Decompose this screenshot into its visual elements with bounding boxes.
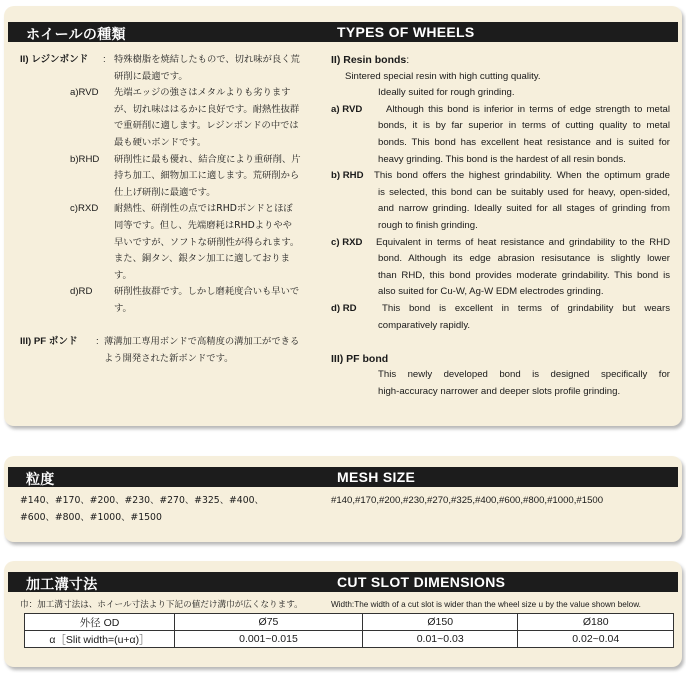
table-header-cell: Ø150 [362,614,518,631]
jp-resin-desc-1: 特殊樹脂を焼結したもので、切れ味が良く荒 [114,54,300,65]
jp-rhd-line: 仕上げ研削に最適です。 [114,186,216,198]
en-rvd-line: bonds. This bond has excellent heat resistance and is suited for [378,137,670,148]
table-row [25,631,674,648]
cut-jp-title: 加工溝寸法 [26,576,98,592]
jp-rhd-line: 持ち加工、細物加工に適します。荒研削から [114,170,300,182]
en-rvd-line: Although this bond is inferior in terms of edge strength to metal [386,103,670,115]
table-cell: 0.01~0.03 [362,631,518,648]
jp-rd-line: す。 [114,303,132,314]
en-resin-heading-group [331,52,409,69]
jp-resin-heading: II) レジンボンド [20,54,89,65]
en-rhd-line: rough to finish grinding. [378,220,478,231]
cut-slot-panel [4,561,682,667]
en-rhd-line: and narrow grinding. Ideally suited for all stages of grinding from [378,203,670,215]
en-pf-line: This newly developed bond is designed specifically for [378,369,670,381]
mesh-en-line: #140,#170,#200,#230,#270,#325,#400,#600,#800,#1000,#1500 [331,495,604,506]
table-header-cell: Ø75 [175,614,363,631]
jp-rhd-line: 研削性に最も優れ、結合度により重研削、片 [114,153,301,165]
en-pf-heading: III) PF bond [331,352,389,365]
mesh-header-bar [8,467,678,487]
en-rd-line: comparatively rapidly. [378,319,471,331]
jp-pf-desc-1: 薄溝加工専用ボンドで高精度の溝加工ができる [104,336,300,347]
en-resin-desc-2: Ideally suited for rough grinding. [378,87,515,99]
cut-en-note: Width:The width of a cut slot is wider than the wheel size u by the value shown below. [331,600,641,609]
cut-jp-note: 巾：加工溝寸法は、ホイール寸法より下記の値だけ溝巾が広くなります。 [20,600,303,610]
jp-resin-colon: : [103,54,106,65]
jp-rxd-line: 同等です。但し、先端磨耗はRHDよりやや [114,220,292,231]
jp-rxd-line: また、銅タン、銀タン加工に適しておりま [114,253,290,265]
en-resin-colon: : [406,54,410,66]
table-header-cell: Ø180 [518,614,674,631]
en-rxd-line: also suited for Cu-W, Ag-W EDM electrodes grinding. [378,286,604,298]
types-of-wheels-panel [4,6,682,426]
jp-rd-label: d)RD [70,286,93,298]
table-cell: 0.02~0.04 [518,631,674,648]
jp-rvd-line: 最も硬いボンドです。 [114,137,207,148]
jp-pf-colon: : [96,336,99,347]
jp-rvd-line: で重研削に適します。レジンボンドの中では [114,120,299,132]
mesh-jp-line-2: #600、#800、#1000、#1500 [20,512,162,523]
en-rxd-line: Equivalent in terms of heat resistance and grindability to the RHD [376,236,670,248]
jp-pf-heading: III) PF ボンド [20,336,78,347]
cut-slot-table [24,613,674,648]
jp-resin-desc-2: 研削に最適です。 [114,70,188,82]
en-rd-label: d) RD [331,303,357,314]
types-header-bar [8,22,678,42]
table-header-od: 外径 OD [25,614,175,631]
types-jp-title: ホイールの種類 [26,26,126,42]
en-rd-line: This bond is excellent in terms of grindability but wears [382,303,670,314]
en-rxd-label: c) RXD [331,236,363,248]
en-rxd-line: bond. Although its edge abrasion resisutance is slightly lower [378,253,670,265]
jp-rxd-line: 耐熱性、研削性の点ではRHDボンドとほぼ [114,203,293,215]
en-resin-heading: II) Resin bonds [331,54,407,66]
en-rhd-line: is selected, this bond can be suitably used for heavy, open-sided, [378,186,670,198]
cut-header-bar [8,572,678,592]
jp-rd-line: 研削性抜群です。しかし磨耗度合いも早いで [114,286,300,298]
en-pf-line: high-accuracy narrower and deeper slots profile grinding. [378,385,621,397]
table-row [25,614,674,631]
en-rhd-label: b) RHD [331,170,364,182]
table-row-label: α［Slit width=(u+α)］ [25,631,175,648]
mesh-en-title: MESH SIZE [337,469,416,485]
jp-rvd-line: 先端エッジの強さはメタルよりも劣ります [114,87,291,99]
table-cell: 0.001~0.015 [175,631,363,648]
en-rvd-line: heavy grinding. This bond is the hardest of all resin bonds. [378,153,626,165]
mesh-jp-line-1: #140、#170、#200、#230、#270、#325、#400、 [20,495,264,506]
en-rhd-line: This bond offers the highest grindability. When the optimum grade [374,170,670,182]
mesh-size-panel [4,456,682,542]
jp-rhd-label: b)RHD [70,153,100,165]
en-rvd-label: a) RVD [331,103,363,115]
cut-en-title: CUT SLOT DIMENSIONS [337,574,506,590]
en-rxd-line: than RHD, this bond provides moderate grindability. This bond is [378,269,670,281]
jp-rxd-label: c)RXD [70,203,99,215]
jp-pf-desc-2: よう開発された新ボンドです。 [104,352,234,364]
jp-rvd-label: a)RVD [70,87,99,99]
mesh-jp-title: 粒度 [26,471,55,487]
en-resin-desc-1: Sintered special resin with high cutting quality. [345,70,541,82]
jp-rxd-line: す。 [114,269,132,281]
jp-rxd-line: 早いですが、ソフトな研削性が得られます。 [114,236,300,248]
jp-rvd-line: が、切れ味ははるかに良好です。耐熱性抜群 [114,103,300,115]
types-en-title: TYPES OF WHEELS [337,24,475,40]
en-rvd-line: bonds, it is by far superior in terms of cutting quality to metal [378,120,670,132]
